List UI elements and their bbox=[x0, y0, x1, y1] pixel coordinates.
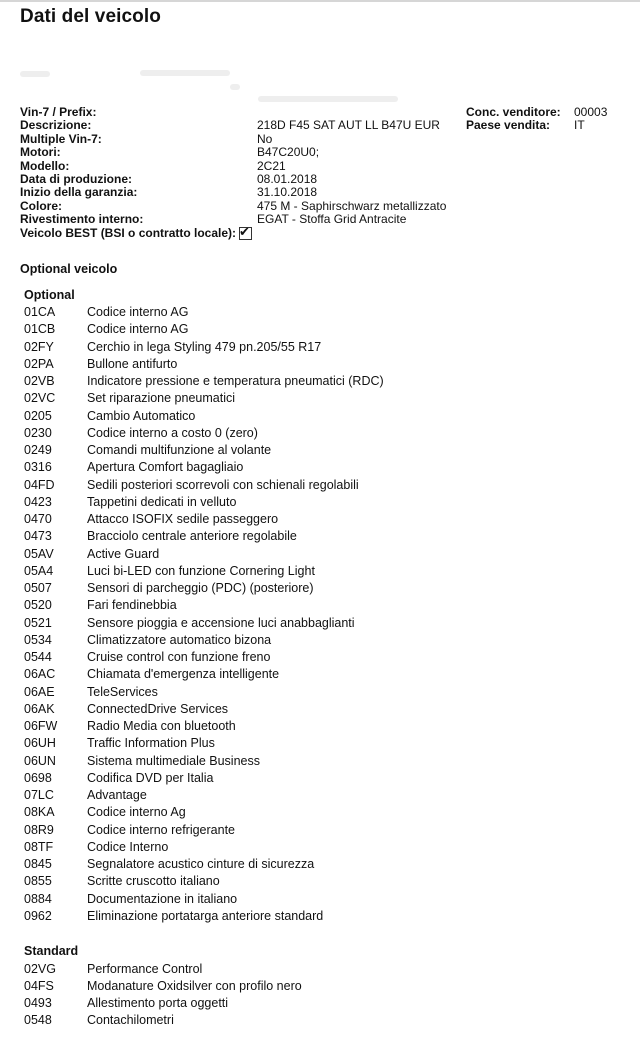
redacted-text bbox=[140, 70, 230, 76]
item-description: Radio Media con bluetooth bbox=[87, 719, 236, 733]
standard-heading: Standard bbox=[24, 944, 79, 958]
optional-heading: Optional bbox=[24, 288, 75, 302]
item-code: 07LC bbox=[24, 788, 54, 802]
item-description: Codice interno refrigerante bbox=[87, 822, 235, 837]
list-item bbox=[24, 321, 384, 338]
list-item bbox=[24, 995, 302, 1012]
item-code: 02PA bbox=[24, 356, 54, 371]
vehicle-field-label: Inizio della garanzia: bbox=[20, 185, 138, 200]
list-item bbox=[24, 339, 384, 356]
item-description: Codice interno AG bbox=[87, 322, 189, 337]
item-code: 08TF bbox=[24, 839, 54, 854]
list-item bbox=[24, 528, 384, 545]
item-description: Allestimento porta oggetti bbox=[87, 996, 229, 1010]
list-item bbox=[24, 477, 384, 494]
item-description: Traffic Information Plus bbox=[87, 736, 215, 751]
optional-section-title: Optional veicolo bbox=[20, 262, 118, 276]
vehicle-field-value: 2C21 bbox=[257, 158, 286, 173]
vehicle-field-row bbox=[20, 200, 460, 213]
vehicle-field-row bbox=[20, 186, 460, 199]
list-item bbox=[24, 597, 384, 614]
list-item bbox=[24, 961, 302, 978]
item-description: Cerchio in lega Styling 479 pn.205/55 R17 bbox=[87, 339, 322, 354]
item-code: 0698 bbox=[24, 770, 52, 785]
vehicle-field-value: 218D F45 SAT AUT LL B47U EUR bbox=[257, 118, 440, 133]
item-description: Climatizzatore automatico bizona bbox=[87, 632, 272, 647]
dealer-row bbox=[466, 106, 607, 119]
vehicle-field-label: Vin-7 / Prefix: bbox=[20, 105, 97, 119]
vehicle-info bbox=[20, 106, 460, 240]
list-item bbox=[24, 978, 302, 995]
item-code: 0249 bbox=[24, 443, 52, 457]
vehicle-field-value bbox=[257, 106, 460, 119]
item-code: 0855 bbox=[24, 874, 52, 889]
item-code: 06AC bbox=[24, 667, 56, 682]
item-description: Codice interno AG bbox=[87, 305, 189, 319]
list-item bbox=[24, 632, 384, 649]
item-code: 05A4 bbox=[24, 563, 54, 578]
item-description: Codice interno Ag bbox=[87, 805, 186, 820]
list-item bbox=[24, 908, 384, 925]
item-description: Codifica DVD per Italia bbox=[87, 770, 214, 785]
vehicle-field-row bbox=[20, 133, 460, 146]
item-code: 0423 bbox=[24, 494, 52, 509]
list-item bbox=[24, 459, 384, 476]
list-item bbox=[24, 615, 384, 632]
vehicle-field-row bbox=[20, 223, 460, 240]
redacted-text bbox=[20, 71, 50, 77]
item-description: Comandi multifunzione al volante bbox=[87, 443, 272, 457]
list-item bbox=[24, 442, 384, 459]
item-description: Codice Interno bbox=[87, 839, 169, 854]
list-item bbox=[24, 666, 384, 683]
vehicle-field-label: Colore: bbox=[20, 198, 62, 213]
item-description: Modanature Oxidsilver con profilo nero bbox=[87, 979, 302, 993]
dealer-value: 00003 bbox=[574, 105, 608, 119]
vehicle-field-label: Data di produzione: bbox=[20, 171, 132, 186]
item-description: Attacco ISOFIX sedile passeggero bbox=[87, 512, 279, 526]
item-description: Chiamata d'emergenza intelligente bbox=[87, 667, 280, 682]
checkmark-icon: ✔ bbox=[239, 223, 250, 239]
vehicle-field-value: B47C20U0; bbox=[257, 145, 320, 160]
list-item bbox=[24, 425, 384, 442]
dealer-info bbox=[466, 106, 607, 133]
item-code: 02VG bbox=[24, 962, 56, 976]
list-item bbox=[24, 891, 384, 908]
item-code: 04FS bbox=[24, 979, 54, 993]
list-item bbox=[24, 546, 384, 563]
list-item bbox=[24, 408, 384, 425]
list-item bbox=[24, 856, 384, 873]
item-description: Sistema multimediale Business bbox=[87, 753, 260, 768]
item-code: 06AK bbox=[24, 701, 55, 716]
redacted-text bbox=[258, 96, 398, 102]
list-item bbox=[24, 804, 384, 821]
country-row bbox=[466, 119, 607, 132]
item-code: 02VC bbox=[24, 391, 56, 406]
list-item bbox=[24, 787, 384, 804]
item-description: Segnalatore acustico cinture di sicurezza bbox=[87, 857, 315, 871]
list-item bbox=[24, 563, 384, 580]
item-description: Apertura Comfort bagagliaio bbox=[87, 460, 244, 475]
list-item bbox=[24, 1012, 302, 1029]
item-code: 0470 bbox=[24, 512, 52, 526]
vehicle-field-value: No bbox=[257, 131, 273, 146]
vehicle-field-row bbox=[20, 173, 460, 186]
list-item bbox=[24, 511, 384, 528]
list-item bbox=[24, 839, 384, 856]
item-code: 0507 bbox=[24, 581, 52, 595]
vehicle-field-label: Multiple Vin-7: bbox=[20, 131, 102, 146]
list-item bbox=[24, 649, 384, 666]
item-code: 0534 bbox=[24, 632, 52, 647]
item-code: 08R9 bbox=[24, 822, 54, 837]
item-description: Active Guard bbox=[87, 546, 160, 561]
list-item bbox=[24, 580, 384, 597]
item-code: 0521 bbox=[24, 615, 52, 630]
item-description: Indicatore pressione e temperatura pneumatici (RDC) bbox=[87, 374, 384, 388]
item-description: Sensori di parcheggio (PDC) (posteriore) bbox=[87, 581, 314, 595]
list-item bbox=[24, 356, 384, 373]
item-code: 06AE bbox=[24, 684, 55, 699]
item-description: ConnectedDrive Services bbox=[87, 701, 229, 716]
item-code: 0493 bbox=[24, 996, 52, 1010]
list-item bbox=[24, 873, 384, 890]
item-code: 01CA bbox=[24, 305, 56, 319]
item-code: 01CB bbox=[24, 322, 56, 337]
item-code: 0230 bbox=[24, 425, 52, 440]
list-item bbox=[24, 373, 384, 390]
item-description: Codice interno a costo 0 (zero) bbox=[87, 425, 258, 440]
vehicle-field-label: Descrizione: bbox=[20, 118, 92, 133]
item-code: 0205 bbox=[24, 408, 52, 423]
country-value: IT bbox=[574, 118, 585, 133]
item-code: 08KA bbox=[24, 805, 55, 820]
vehicle-field-value: 08.01.2018 bbox=[257, 171, 318, 186]
item-code: 0884 bbox=[24, 891, 52, 906]
item-code: 0473 bbox=[24, 529, 52, 544]
item-code: 0845 bbox=[24, 857, 52, 871]
vehicle-field-row bbox=[20, 119, 460, 132]
item-description: Contachilometri bbox=[87, 1013, 174, 1027]
item-description: Tappetini dedicati in velluto bbox=[87, 494, 237, 509]
list-item bbox=[24, 494, 384, 511]
item-code: 0544 bbox=[24, 650, 52, 664]
item-description: Luci bi-LED con funzione Cornering Light bbox=[87, 563, 315, 578]
vehicle-field-row bbox=[20, 146, 460, 159]
item-code: 02FY bbox=[24, 339, 54, 354]
list-item bbox=[24, 718, 384, 735]
list-item bbox=[24, 735, 384, 752]
item-description: Sedili posteriori scorrevoli con schienali regolabili bbox=[87, 477, 359, 492]
list-item bbox=[24, 753, 384, 770]
item-code: 0962 bbox=[24, 908, 52, 923]
item-code: 06FW bbox=[24, 719, 58, 733]
item-code: 0520 bbox=[24, 598, 52, 613]
item-description: Cambio Automatico bbox=[87, 408, 196, 423]
item-code: 05AV bbox=[24, 546, 54, 561]
item-description: Bracciolo centrale anteriore regolabile bbox=[87, 529, 297, 544]
item-code: 06UN bbox=[24, 753, 56, 768]
item-description: TeleServices bbox=[87, 684, 158, 699]
top-divider bbox=[0, 0, 640, 2]
item-code: 0548 bbox=[24, 1013, 52, 1027]
vehicle-field-value: 475 M - Saphirschwarz metallizzato bbox=[257, 198, 447, 213]
item-description: Set riparazione pneumatici bbox=[87, 391, 235, 406]
item-description: Documentazione in italiano bbox=[87, 891, 238, 906]
page-title: Dati del veicolo bbox=[20, 6, 161, 27]
item-code: 0316 bbox=[24, 460, 52, 475]
item-code: 04FD bbox=[24, 477, 55, 492]
vehicle-field-label: Modello: bbox=[20, 158, 70, 173]
vehicle-field-label: Rivestimento interno: bbox=[20, 212, 144, 227]
vehicle-field-label: Motori: bbox=[20, 145, 61, 160]
item-description: Performance Control bbox=[87, 962, 203, 976]
item-description: Advantage bbox=[87, 788, 147, 802]
list-item bbox=[24, 770, 384, 787]
vehicle-field-row bbox=[20, 160, 460, 173]
item-code: 02VB bbox=[24, 374, 55, 388]
item-code: 06UH bbox=[24, 736, 56, 751]
list-item bbox=[24, 390, 384, 407]
item-description: Sensore pioggia e accensione luci anabbaglianti bbox=[87, 615, 355, 630]
vehicle-field-row bbox=[20, 106, 460, 119]
item-description: Scritte cruscotto italiano bbox=[87, 874, 220, 889]
item-description: Eliminazione portatarga anteriore standard bbox=[87, 908, 324, 923]
vehicle-field-value: EGAT - Stoffa Grid Antracite bbox=[257, 212, 407, 227]
list-item bbox=[24, 822, 384, 839]
dealer-label: Conc. venditore: bbox=[466, 105, 561, 119]
item-description: Cruise control con funzione freno bbox=[87, 650, 271, 664]
vehicle-field-label: Veicolo BEST (BSI o contratto locale): bbox=[20, 225, 237, 240]
item-description: Bullone antifurto bbox=[87, 356, 178, 371]
list-item bbox=[24, 684, 384, 701]
country-label: Paese vendita: bbox=[466, 118, 551, 133]
list-item bbox=[24, 304, 384, 321]
list-item bbox=[24, 701, 384, 718]
item-description: Fari fendinebbia bbox=[87, 598, 177, 613]
best-checkbox[interactable] bbox=[239, 223, 252, 240]
standard-list bbox=[24, 961, 302, 1029]
optional-list bbox=[24, 304, 384, 925]
redacted-text bbox=[230, 84, 240, 90]
vehicle-field-value: 31.10.2018 bbox=[257, 185, 318, 200]
